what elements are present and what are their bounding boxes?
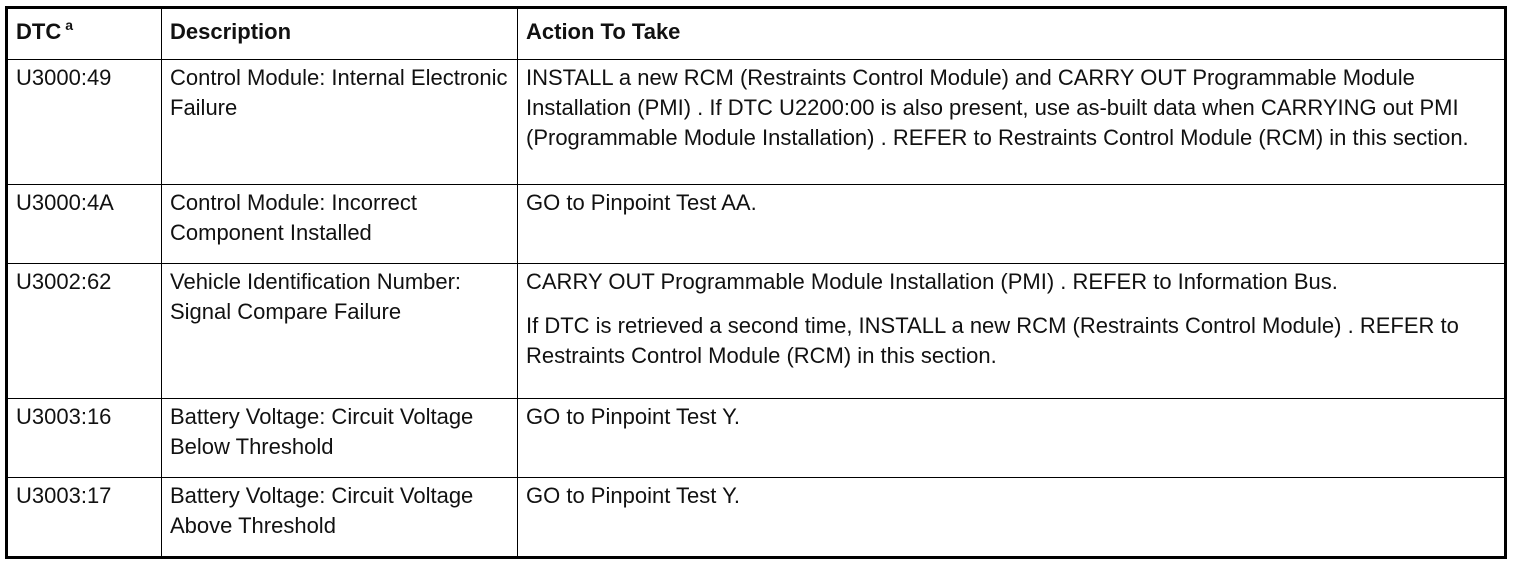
table-row bbox=[7, 185, 1506, 264]
description-cell: Vehicle Identification Number: Signal Compare Failure bbox=[162, 264, 518, 399]
action-paragraph: GO to Pinpoint Test AA. bbox=[526, 190, 757, 215]
description-cell: Control Module: Internal Electronic Failure bbox=[162, 60, 518, 185]
header-dtc-footnote: a bbox=[65, 17, 74, 33]
dtc-code-cell: U3002:62 bbox=[7, 264, 162, 399]
dtc-table bbox=[5, 6, 1507, 559]
dtc-code-cell: U3000:4A bbox=[7, 185, 162, 264]
table-body bbox=[7, 60, 1506, 558]
action-cell bbox=[518, 60, 1506, 185]
action-paragraph: CARRY OUT Programmable Module Installation (PMI) . REFER to Information Bus. bbox=[526, 269, 1338, 294]
action-paragraph: If DTC is retrieved a second time, INSTALL a new RCM (Restraints Control Module) . REFER to Restraints Control Module (RCM) in this section. bbox=[526, 313, 1459, 368]
description-cell: Battery Voltage: Circuit Voltage Below Threshold bbox=[162, 399, 518, 478]
header-dtc-label: DTC bbox=[16, 19, 62, 44]
table-row bbox=[7, 478, 1506, 558]
header-description: Description bbox=[162, 8, 518, 60]
header-row bbox=[7, 8, 1506, 60]
action-cell bbox=[518, 399, 1506, 478]
table-row bbox=[7, 264, 1506, 399]
table-header bbox=[7, 8, 1506, 60]
header-dtc bbox=[7, 8, 162, 60]
action-cell bbox=[518, 478, 1506, 558]
table-row bbox=[7, 60, 1506, 185]
table-row bbox=[7, 399, 1506, 478]
header-action: Action To Take bbox=[518, 8, 1506, 60]
action-paragraph: GO to Pinpoint Test Y. bbox=[526, 404, 741, 429]
action-paragraph: INSTALL a new RCM (Restraints Control Module) and CARRY OUT Programmable Module Installation (PMI) . If DTC U2200:00 is also present, use as-built data when CARRYING out PMI (Programmable Module Installation) . REFER to Restraints Control Module (RCM) in this section. bbox=[526, 65, 1469, 150]
action-paragraph: GO to Pinpoint Test Y. bbox=[526, 483, 741, 508]
description-cell: Battery Voltage: Circuit Voltage Above Threshold bbox=[162, 478, 518, 558]
action-cell bbox=[518, 264, 1506, 399]
dtc-code-cell: U3003:16 bbox=[7, 399, 162, 478]
dtc-code-cell: U3003:17 bbox=[7, 478, 162, 558]
description-cell: Control Module: Incorrect Component Installed bbox=[162, 185, 518, 264]
dtc-code-cell: U3000:49 bbox=[7, 60, 162, 185]
action-cell bbox=[518, 185, 1506, 264]
